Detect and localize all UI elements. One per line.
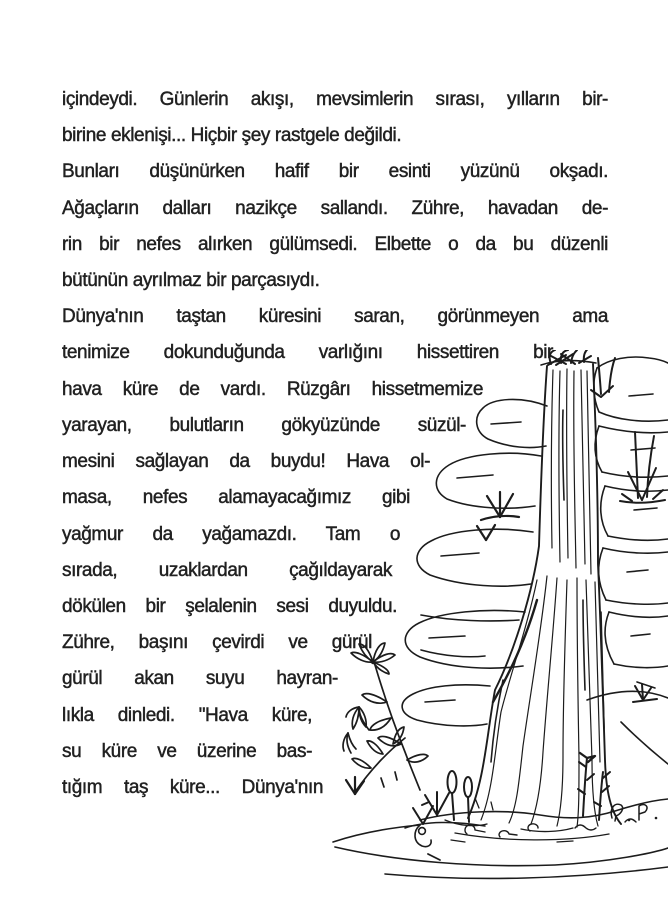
wildflowers — [343, 643, 428, 794]
text-line: hava küre de vardı. Rüzgârı hissetmemize — [62, 379, 483, 400]
text-line: masa, nefes alamayacağımız gibi — [62, 487, 410, 508]
grass-right-rock — [620, 432, 665, 702]
arrow-tufts — [477, 492, 519, 540]
text-line: içindeydi. Günlerin akışı, mevsimlerin sırası, yılların bir- — [62, 89, 608, 110]
text-line: dökülen bir şelalenin sesi duyuldu. — [62, 596, 397, 617]
text-line: Ağaçların dalları nazikçe sallandı. Zühre, havadan de- — [62, 198, 608, 219]
text-line: Dünya'nın taştan küresini saran, görünmeyen ama — [62, 306, 608, 327]
text-line: gürül akan suyu hayran- — [62, 668, 338, 689]
text-line: birine eklenişi... Hiçbir şey rastgele değildi. — [62, 125, 402, 146]
pool — [333, 798, 668, 878]
rocks-left — [402, 399, 547, 725]
text-line: yarayan, bulutların gökyüzünde süzül- — [62, 415, 466, 436]
text-line: sırada, uzaklardan çağıldayarak — [62, 560, 392, 581]
text-line: rin bir nefes alırken gülümsedi. Elbette o da bu düzenli — [62, 234, 608, 255]
text-line: yağmur da yağamazdı. Tam o — [62, 524, 400, 545]
text-line: lıkla dinledi. "Hava küre, — [62, 705, 312, 726]
text-line: tenimize dokunduğunda varlığını hissettiren bir — [62, 342, 553, 363]
text-line: Bunları düşünürken hafif bir esinti yüzünü okşadı. — [62, 161, 608, 182]
text-line: bütünün ayrılmaz bir parçasıydı. — [62, 270, 320, 291]
waterfall-illustration — [325, 350, 668, 885]
rocks-right — [587, 357, 668, 764]
text-line: mesini sağlayan da buydu! Hava ol- — [62, 451, 430, 472]
text-line: Zühre, başını çevirdi ve gürül — [62, 632, 372, 653]
text-line: su küre ve üzerine bas- — [62, 741, 312, 762]
text-line: tığım taş küre... Dünya'nın — [62, 777, 323, 798]
